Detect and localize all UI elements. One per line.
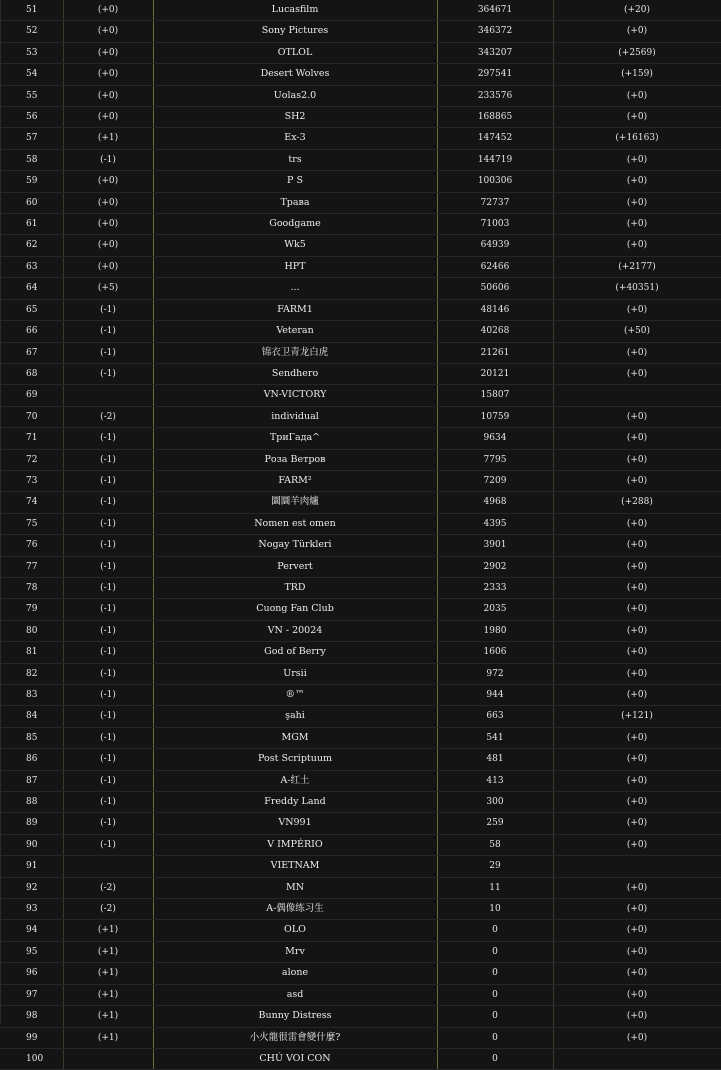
points-change: (+0) [553, 877, 721, 898]
rank-position: 57 [0, 128, 63, 149]
rank-position: 73 [0, 470, 63, 491]
rank-position: 71 [0, 428, 63, 449]
alliance-name[interactable]: VN-VICTORY [153, 385, 437, 406]
table-row [0, 107, 721, 128]
alliance-name[interactable]: Nomen est omen [153, 513, 437, 534]
rank-change: (-1) [63, 834, 153, 855]
alliance-name[interactable]: SH2 [153, 107, 437, 128]
rank-position: 56 [0, 107, 63, 128]
rank-change [63, 856, 153, 877]
rank-change: (+1) [63, 128, 153, 149]
alliance-name[interactable]: VN991 [153, 813, 437, 834]
alliance-points: 0 [437, 1048, 553, 1069]
rank-change: (+0) [63, 42, 153, 63]
points-change: (+0) [553, 577, 721, 598]
rank-position: 87 [0, 770, 63, 791]
table-row [0, 299, 721, 320]
rank-position: 83 [0, 685, 63, 706]
points-change: (+0) [553, 813, 721, 834]
table-row [0, 214, 721, 235]
rank-change [63, 1048, 153, 1069]
points-change: (+0) [553, 556, 721, 577]
rank-change: (-2) [63, 899, 153, 920]
rank-change: (+0) [63, 235, 153, 256]
alliance-points: 7795 [437, 449, 553, 470]
alliance-points: 0 [437, 1006, 553, 1027]
points-change: (+0) [553, 749, 721, 770]
rank-change: (+0) [63, 192, 153, 213]
rank-change: (-1) [63, 749, 153, 770]
rank-change: (+1) [63, 920, 153, 941]
alliance-name[interactable]: Desert Wolves [153, 64, 437, 85]
alliance-points: 64939 [437, 235, 553, 256]
rank-position: 93 [0, 899, 63, 920]
rank-change: (-1) [63, 620, 153, 641]
rank-change: (-1) [63, 685, 153, 706]
rank-position: 84 [0, 706, 63, 727]
points-change: (+20) [553, 0, 721, 21]
table-row [0, 128, 721, 149]
points-change: (+0) [553, 235, 721, 256]
alliance-name[interactable]: Трава [153, 192, 437, 213]
rank-position: 65 [0, 299, 63, 320]
alliance-name[interactable]: MGM [153, 727, 437, 748]
points-change: (+0) [553, 470, 721, 491]
alliance-name[interactable]: P S [153, 171, 437, 192]
table-row [0, 792, 721, 813]
rank-position: 69 [0, 385, 63, 406]
table-row [0, 599, 721, 620]
rank-change: (-2) [63, 877, 153, 898]
points-change: (+0) [553, 149, 721, 170]
alliance-name[interactable]: TRD [153, 577, 437, 598]
points-change: (+0) [553, 770, 721, 791]
table-row [0, 856, 721, 877]
points-change: (+0) [553, 406, 721, 427]
rank-change: (+0) [63, 21, 153, 42]
table-row [0, 470, 721, 491]
rank-position: 82 [0, 663, 63, 684]
alliance-name[interactable]: Bunny Distress [153, 1006, 437, 1027]
table-row [0, 984, 721, 1005]
rank-change: (-1) [63, 770, 153, 791]
points-change: (+0) [553, 834, 721, 855]
alliance-name[interactable]: Wk5 [153, 235, 437, 256]
points-change: (+0) [553, 663, 721, 684]
rank-position: 61 [0, 214, 63, 235]
rank-change: (-2) [63, 406, 153, 427]
rank-change: (-1) [63, 792, 153, 813]
alliance-points: 50606 [437, 278, 553, 299]
points-change: (+0) [553, 620, 721, 641]
table-row [0, 363, 721, 384]
points-change: (+0) [553, 920, 721, 941]
alliance-name[interactable]: VIETNAM [153, 856, 437, 877]
rank-change: (+1) [63, 963, 153, 984]
table-row [0, 685, 721, 706]
rank-position: 100 [0, 1048, 63, 1069]
rank-position: 62 [0, 235, 63, 256]
points-change: (+0) [553, 685, 721, 706]
alliance-points: 297541 [437, 64, 553, 85]
rank-change: (-1) [63, 470, 153, 491]
table-row [0, 428, 721, 449]
table-row [0, 834, 721, 855]
table-row [0, 385, 721, 406]
table-row [0, 877, 721, 898]
alliance-name[interactable]: Ex-3 [153, 128, 437, 149]
table-row [0, 556, 721, 577]
alliance-points: 2333 [437, 577, 553, 598]
rank-change: (-1) [63, 513, 153, 534]
alliance-points: 10 [437, 899, 553, 920]
rank-position: 51 [0, 0, 63, 21]
rank-change: (+1) [63, 941, 153, 962]
rank-position: 59 [0, 171, 63, 192]
alliance-points: 663 [437, 706, 553, 727]
points-change: (+50) [553, 321, 721, 342]
rank-position: 85 [0, 727, 63, 748]
points-change: (+288) [553, 492, 721, 513]
points-change: (+0) [553, 449, 721, 470]
table-row [0, 192, 721, 213]
rank-position: 92 [0, 877, 63, 898]
alliance-name[interactable]: alone [153, 963, 437, 984]
alliance-name[interactable]: 锦衣卫青龙白虎 [153, 342, 437, 363]
points-change: (+16163) [553, 128, 721, 149]
alliance-name[interactable]: Veteran [153, 321, 437, 342]
points-change: (+0) [553, 941, 721, 962]
points-change: (+0) [553, 428, 721, 449]
rank-position: 74 [0, 492, 63, 513]
points-change: (+0) [553, 535, 721, 556]
alliance-name[interactable]: OLO [153, 920, 437, 941]
alliance-points: 0 [437, 920, 553, 941]
alliance-points: 9634 [437, 428, 553, 449]
alliance-points: 147452 [437, 128, 553, 149]
rank-position: 53 [0, 42, 63, 63]
alliance-points: 413 [437, 770, 553, 791]
alliance-name[interactable]: FARM1 [153, 299, 437, 320]
alliance-points: 11 [437, 877, 553, 898]
alliance-points: 1980 [437, 620, 553, 641]
alliance-points: 259 [437, 813, 553, 834]
table-row [0, 770, 721, 791]
points-change: (+0) [553, 727, 721, 748]
alliance-name[interactable]: 圜圜羊肉爐 [153, 492, 437, 513]
alliance-points: 7209 [437, 470, 553, 491]
alliance-points: 144719 [437, 149, 553, 170]
alliance-points: 3901 [437, 535, 553, 556]
rank-position: 79 [0, 599, 63, 620]
points-change: (+159) [553, 64, 721, 85]
rank-position: 78 [0, 577, 63, 598]
rank-change: (-1) [63, 706, 153, 727]
alliance-points: 100306 [437, 171, 553, 192]
points-change: (+0) [553, 963, 721, 984]
rank-position: 81 [0, 642, 63, 663]
points-change: (+0) [553, 899, 721, 920]
rank-position: 99 [0, 1027, 63, 1048]
alliance-name[interactable]: Sendhero [153, 363, 437, 384]
table-row [0, 663, 721, 684]
table-row [0, 535, 721, 556]
table-row [0, 171, 721, 192]
rank-change: (+0) [63, 107, 153, 128]
rank-position: 64 [0, 278, 63, 299]
alliance-name[interactable]: trs [153, 149, 437, 170]
alliance-name[interactable]: ТриГада^ [153, 428, 437, 449]
rank-change: (+1) [63, 984, 153, 1005]
rank-position: 91 [0, 856, 63, 877]
table-row [0, 21, 721, 42]
table-row [0, 1048, 721, 1069]
points-change: (+0) [553, 21, 721, 42]
table-row [0, 235, 721, 256]
rank-change: (-1) [63, 149, 153, 170]
alliance-name[interactable]: OTLOL [153, 42, 437, 63]
alliance-name[interactable]: Pervert [153, 556, 437, 577]
rank-change: (+5) [63, 278, 153, 299]
alliance-points: 10759 [437, 406, 553, 427]
points-change: (+0) [553, 363, 721, 384]
alliance-points: 15807 [437, 385, 553, 406]
points-change: (+0) [553, 85, 721, 106]
points-change: (+0) [553, 192, 721, 213]
rank-position: 96 [0, 963, 63, 984]
rank-change: (-1) [63, 556, 153, 577]
alliance-name[interactable]: Uolas2.0 [153, 85, 437, 106]
rank-change: (-1) [63, 599, 153, 620]
rank-change: (+0) [63, 256, 153, 277]
points-change: (+0) [553, 342, 721, 363]
table-row [0, 1027, 721, 1048]
alliance-name[interactable]: CHÚ VOI CON [153, 1048, 437, 1069]
alliance-points: 343207 [437, 42, 553, 63]
rank-position: 63 [0, 256, 63, 277]
table-row [0, 920, 721, 941]
points-change: (+2177) [553, 256, 721, 277]
rank-change: (-1) [63, 663, 153, 684]
table-row [0, 706, 721, 727]
alliance-points: 1606 [437, 642, 553, 663]
table-row [0, 149, 721, 170]
points-change: (+2569) [553, 42, 721, 63]
rank-change: (-1) [63, 642, 153, 663]
alliance-name[interactable]: ®™ [153, 685, 437, 706]
table-row [0, 513, 721, 534]
table-row [0, 727, 721, 748]
rank-change: (-1) [63, 449, 153, 470]
alliance-points: 0 [437, 1027, 553, 1048]
alliance-name[interactable]: HPT [153, 256, 437, 277]
rank-position: 94 [0, 920, 63, 941]
rank-position: 88 [0, 792, 63, 813]
alliance-points: 0 [437, 941, 553, 962]
points-change: (+0) [553, 513, 721, 534]
table-row [0, 85, 721, 106]
alliance-name[interactable]: 小火龍很雷會變什麼? [153, 1027, 437, 1048]
table-row [0, 64, 721, 85]
alliance-name[interactable]: Cuong Fan Club [153, 599, 437, 620]
table-row [0, 577, 721, 598]
rank-change: (-1) [63, 492, 153, 513]
alliance-points: 2035 [437, 599, 553, 620]
table-row [0, 449, 721, 470]
table-row [0, 321, 721, 342]
rank-position: 72 [0, 449, 63, 470]
points-change [553, 1048, 721, 1069]
rank-position: 58 [0, 149, 63, 170]
rank-change: (+0) [63, 171, 153, 192]
alliance-points: 2902 [437, 556, 553, 577]
points-change: (+0) [553, 984, 721, 1005]
alliance-name[interactable]: Post Scriptuum [153, 749, 437, 770]
rank-position: 77 [0, 556, 63, 577]
alliance-name[interactable]: şahi [153, 706, 437, 727]
rank-change: (+1) [63, 1006, 153, 1027]
table-row [0, 278, 721, 299]
table-row [0, 406, 721, 427]
alliance-name[interactable]: asd [153, 984, 437, 1005]
rank-position: 86 [0, 749, 63, 770]
alliance-points: 541 [437, 727, 553, 748]
alliance-points: 62466 [437, 256, 553, 277]
table-row [0, 813, 721, 834]
rank-change: (-1) [63, 535, 153, 556]
alliance-name[interactable]: God of Berry [153, 642, 437, 663]
alliance-points: 72737 [437, 192, 553, 213]
table-row [0, 963, 721, 984]
alliance-name[interactable]: Freddy Land [153, 792, 437, 813]
points-change: (+0) [553, 1027, 721, 1048]
alliance-name[interactable]: Nogay Türkleri [153, 535, 437, 556]
alliance-name[interactable]: ... [153, 278, 437, 299]
table-row [0, 899, 721, 920]
rank-position: 54 [0, 64, 63, 85]
alliance-points: 364671 [437, 0, 553, 21]
points-change: (+0) [553, 642, 721, 663]
alliance-points: 233576 [437, 85, 553, 106]
points-change: (+0) [553, 171, 721, 192]
alliance-points: 944 [437, 685, 553, 706]
alliance-name[interactable]: Mrv [153, 941, 437, 962]
rank-change: (-1) [63, 428, 153, 449]
points-change: (+0) [553, 599, 721, 620]
alliance-points: 300 [437, 792, 553, 813]
points-change: (+0) [553, 299, 721, 320]
points-change [553, 856, 721, 877]
rank-change: (-1) [63, 577, 153, 598]
table-row [0, 342, 721, 363]
alliance-name[interactable]: A-红土 [153, 770, 437, 791]
rank-position: 60 [0, 192, 63, 213]
alliance-name[interactable]: individual [153, 406, 437, 427]
rank-change: (+0) [63, 214, 153, 235]
table-row [0, 749, 721, 770]
points-change: (+0) [553, 1006, 721, 1027]
alliance-name[interactable]: FARM² [153, 470, 437, 491]
table-row [0, 42, 721, 63]
rank-change [63, 385, 153, 406]
table-row [0, 492, 721, 513]
table-row [0, 642, 721, 663]
alliance-name[interactable]: Роза Ветров [153, 449, 437, 470]
rank-position: 80 [0, 620, 63, 641]
alliance-name[interactable]: Sony Pictures [153, 21, 437, 42]
points-change: (+121) [553, 706, 721, 727]
rank-position: 70 [0, 406, 63, 427]
rank-change: (-1) [63, 813, 153, 834]
alliance-points: 0 [437, 963, 553, 984]
rank-position: 89 [0, 813, 63, 834]
alliance-points: 48146 [437, 299, 553, 320]
rank-change: (-1) [63, 342, 153, 363]
rank-position: 97 [0, 984, 63, 1005]
rank-position: 55 [0, 85, 63, 106]
table-row [0, 941, 721, 962]
rank-change: (+1) [63, 1027, 153, 1048]
rank-change: (+0) [63, 85, 153, 106]
alliance-points: 29 [437, 856, 553, 877]
rank-position: 98 [0, 1006, 63, 1027]
alliance-points: 4395 [437, 513, 553, 534]
table-row [0, 256, 721, 277]
alliance-name[interactable]: A-偶像练习生 [153, 899, 437, 920]
rank-change: (+0) [63, 64, 153, 85]
alliance-points: 20121 [437, 363, 553, 384]
alliance-points: 972 [437, 663, 553, 684]
rank-change: (-1) [63, 363, 153, 384]
alliance-points: 21261 [437, 342, 553, 363]
rank-position: 52 [0, 21, 63, 42]
rank-change: (-1) [63, 299, 153, 320]
alliance-name[interactable]: V IMPÉRIO [153, 834, 437, 855]
table-row [0, 620, 721, 641]
rank-position: 68 [0, 363, 63, 384]
alliance-points: 58 [437, 834, 553, 855]
rank-position: 95 [0, 941, 63, 962]
points-change: (+0) [553, 107, 721, 128]
alliance-points: 481 [437, 749, 553, 770]
rank-position: 67 [0, 342, 63, 363]
points-change: (+40351) [553, 278, 721, 299]
rank-change: (-1) [63, 321, 153, 342]
points-change: (+0) [553, 792, 721, 813]
rank-position: 90 [0, 834, 63, 855]
alliance-name[interactable]: Ursii [153, 663, 437, 684]
alliance-name[interactable]: MN [153, 877, 437, 898]
alliance-points: 71003 [437, 214, 553, 235]
points-change: (+0) [553, 214, 721, 235]
alliance-points: 40268 [437, 321, 553, 342]
rank-change: (+0) [63, 0, 153, 21]
rank-position: 66 [0, 321, 63, 342]
points-change [553, 385, 721, 406]
rank-position: 75 [0, 513, 63, 534]
alliance-name[interactable]: VN - 20024 [153, 620, 437, 641]
rank-position: 76 [0, 535, 63, 556]
table-row [0, 0, 721, 21]
alliance-name[interactable]: Goodgame [153, 214, 437, 235]
alliance-points: 346372 [437, 21, 553, 42]
alliance-points: 4968 [437, 492, 553, 513]
alliance-points: 168865 [437, 107, 553, 128]
rank-change: (-1) [63, 727, 153, 748]
alliance-name[interactable]: Lucasfilm [153, 0, 437, 21]
alliance-points: 0 [437, 984, 553, 1005]
